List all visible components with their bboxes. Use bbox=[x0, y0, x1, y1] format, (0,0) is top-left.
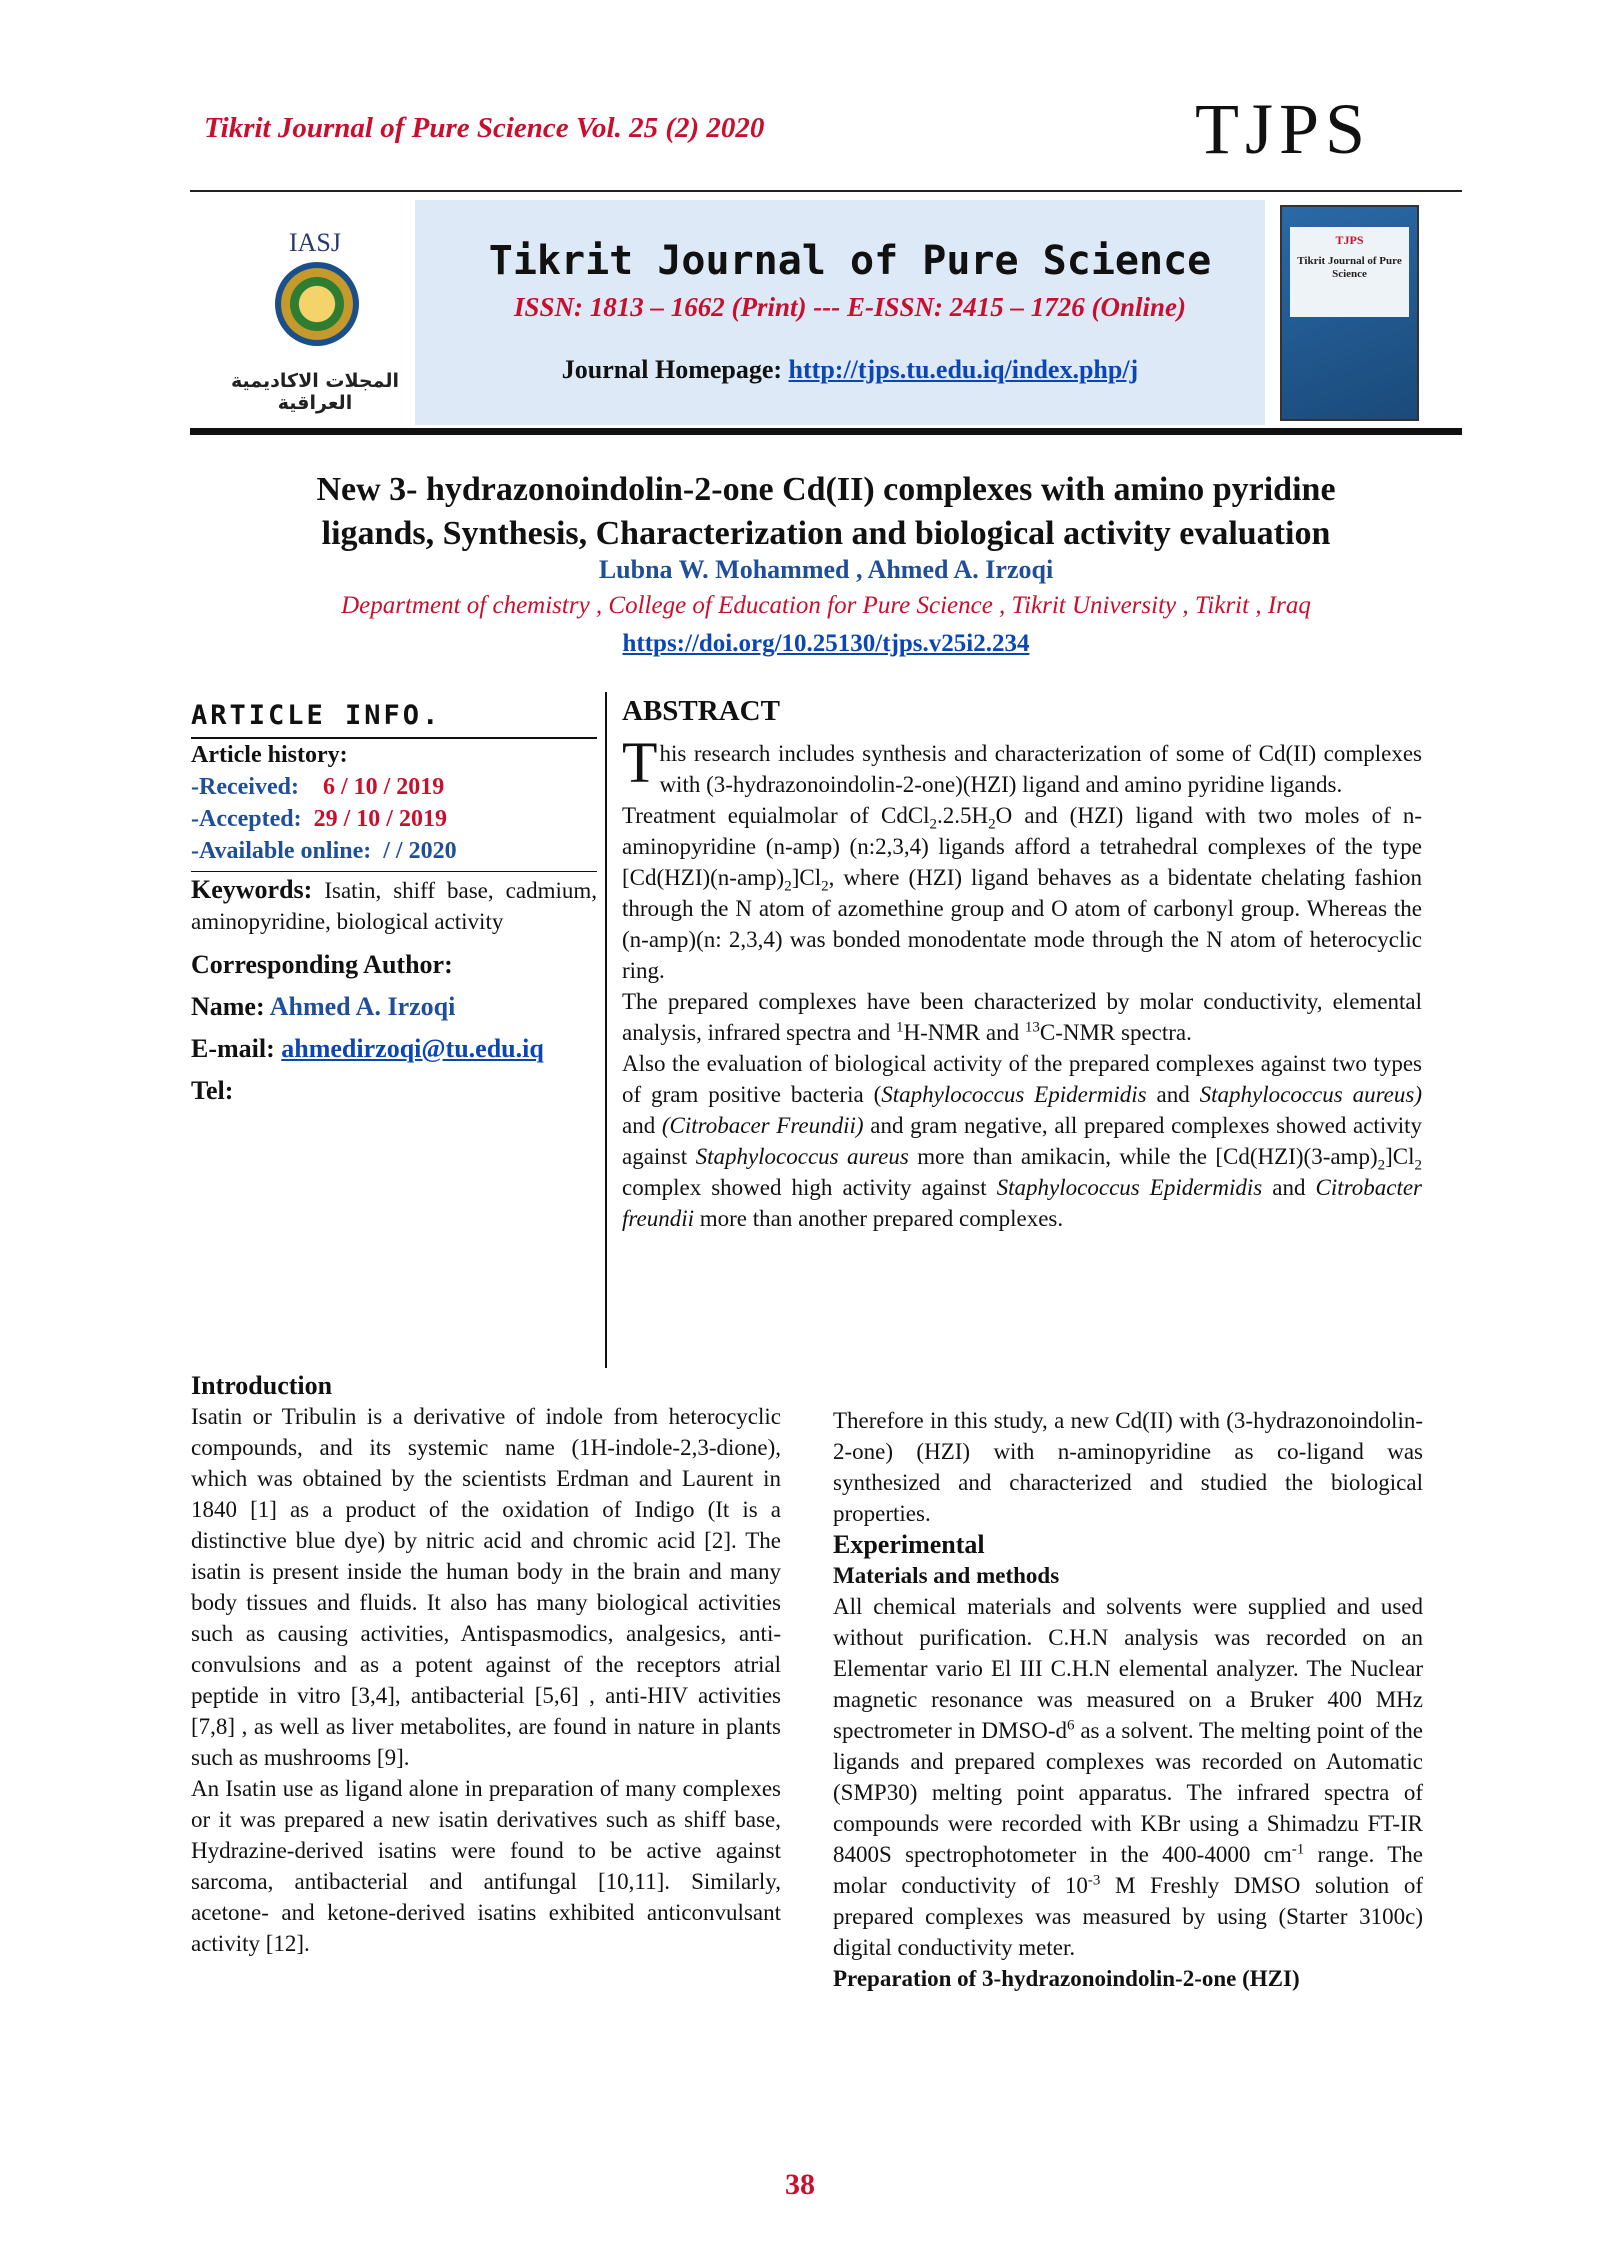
p4-text-c: and bbox=[1146, 1082, 1200, 1107]
article-info-panel bbox=[191, 700, 597, 1105]
abstract-p3 bbox=[622, 986, 1422, 1048]
p4-text-o: more than another prepared complexes. bbox=[693, 1206, 1064, 1231]
experimental-heading: Experimental bbox=[833, 1530, 985, 1559]
emblem-icon bbox=[275, 262, 359, 346]
available-value: / / 2020 bbox=[383, 838, 457, 864]
top-rule bbox=[190, 190, 1462, 192]
p4-italic-h: Staphylococcus aureus bbox=[695, 1144, 909, 1169]
p4-text-g: and gram negative, all prepared complexes showed activity against bbox=[622, 1113, 1422, 1169]
body-left-column bbox=[191, 1370, 781, 1959]
logo-arabic-text: المجلات الاكاديمية العراقية bbox=[231, 370, 399, 414]
p4-italic-n: Citrobacter freundii bbox=[622, 1175, 1422, 1231]
body-right-column bbox=[833, 1405, 1423, 1994]
materials-heading: Materials and methods bbox=[833, 1563, 1060, 1588]
p2-text-d: ]Cl bbox=[791, 865, 822, 890]
cover-title: Tikrit Journal of Pure Science bbox=[1297, 255, 1402, 280]
cover-panel bbox=[1290, 227, 1409, 317]
accepted-value: 29 / 10 / 2019 bbox=[313, 806, 447, 832]
abstract-heading: ABSTRACT bbox=[622, 695, 780, 727]
p4-text-k: complex showed high activity against bbox=[622, 1175, 997, 1200]
title-line-1: New 3- hydrazonoindolin-2-one Cd(II) complexes with amino pyridine bbox=[316, 471, 1336, 508]
keywords-label: Keywords: bbox=[191, 875, 313, 904]
p2-text-c: O and (HZI) ligand with two moles of n-aminopyridine (n-amp) (n:2,3,4) ligands afford a tetrahedral complexes of the type [Cd(HZI)(n-amp) bbox=[622, 803, 1422, 890]
p2-text-e: , where (HZI) ligand behaves as a bidentate chelating fashion through the N atom of azomethine group and O atom of carbonyl group. Whereas the (n-amp)(n: 2,3,4) was bonded monodentate mode through the N atom of heterocyclic ring. bbox=[622, 865, 1422, 983]
banner-bottom-rule bbox=[190, 428, 1462, 435]
homepage-link[interactable]: http://tjps.tu.edu.iq/index.php/j bbox=[788, 355, 1139, 384]
sub-2: 2 bbox=[1377, 1157, 1386, 1174]
iasj-logo bbox=[215, 220, 415, 414]
p4-italic-b: Staphylococcus Epidermidis bbox=[881, 1082, 1147, 1107]
sup-6: 6 bbox=[1066, 1717, 1075, 1734]
drop-cap: T bbox=[622, 730, 658, 795]
abstract-p2 bbox=[622, 800, 1422, 986]
homepage-label: Journal Homepage: bbox=[561, 355, 783, 384]
tel-row: Tel: bbox=[191, 1076, 234, 1105]
title-line-2: ligands, Synthesis, Characterization and biological activity evaluation bbox=[321, 515, 1331, 552]
sup-1: 1 bbox=[895, 1019, 904, 1036]
abstract-p4 bbox=[622, 1048, 1422, 1234]
cover-tjps: TJPS bbox=[1335, 233, 1364, 247]
article-info-heading: ARTICLE INFO. bbox=[191, 700, 442, 731]
mm-text-c: range. The molar conductivity of 10 bbox=[833, 1842, 1424, 1898]
p4-text-a: Also the evaluation of biological activity of the prepared complexes against two types of gram positive bacteria ( bbox=[622, 1051, 1422, 1107]
abstract-p1-text: his research includes synthesis and characterization of some of Cd(II) complexes with (3-hydrazonoindolin-2-one)(HZI) ligand and amino pyridine ligands. bbox=[659, 741, 1422, 797]
issn-line: ISSN: 1813 – 1662 (Print) --- E-ISSN: 2415 – 1726 (Online) bbox=[513, 292, 1187, 322]
affiliation: Department of chemistry , College of Education for Pure Science , Tikrit University , Tikrit , Iraq bbox=[341, 592, 1311, 619]
sub-2: 2 bbox=[784, 878, 792, 895]
journal-name: Tikrit Journal of Pure Science bbox=[488, 238, 1212, 284]
accepted-row bbox=[191, 803, 597, 835]
p4-italic-f: (Citrobacer Freundii) bbox=[661, 1113, 864, 1138]
email-label: E-mail: bbox=[191, 1034, 275, 1063]
abstract-body bbox=[622, 730, 1422, 1234]
paper-title bbox=[190, 468, 1462, 556]
corresponding-label: Corresponding Author: bbox=[191, 950, 453, 979]
authors: Lubna W. Mohammed , Ahmed A. Irzoqi bbox=[598, 555, 1054, 584]
p2-text-a: Treatment equialmolar of CdCl bbox=[622, 803, 930, 828]
sup-minus-1: -1 bbox=[1291, 1841, 1305, 1858]
abstract-section bbox=[622, 695, 1422, 1234]
abstract-p1 bbox=[622, 730, 1422, 800]
accepted-label: -Accepted: bbox=[191, 806, 302, 832]
logo-text: IASJ bbox=[288, 228, 341, 257]
received-label: -Received: bbox=[191, 774, 299, 800]
mm-text-a: All chemical materials and solvents were supplied and used without purification. C.H.N analysis was recorded on an Elementar vario El III C.H.N elemental analyzer. The Nuclear magnetic resonance was measured on a Bruker 400 MHz spectrometer in DMSO-d bbox=[833, 1594, 1423, 1743]
mm-text-d: M Freshly DMSO solution of prepared complexes was measured by using (Starter 3100c) digital conductivity meter. bbox=[833, 1873, 1423, 1960]
received-value: 6 / 10 / 2019 bbox=[322, 774, 445, 800]
column-divider bbox=[605, 692, 607, 1368]
p3-text-b: H-NMR and bbox=[903, 1020, 1025, 1045]
intro-paragraph-1: Isatin or Tribulin is a derivative of indole from heterocyclic compounds, and its systemic name (1H-indole-2,3-dione), which was obtained by the scientists Erdman and Laurent in 1840 [1] as a product of the oxidation of Indigo (It is a distinctive blue dye) by nitric acid and chromic acid [2]. The isatin is present inside the human body in the brain and many body tissues and fluids. It also has many biological activities such as causing activities, Antispasmodics, analgesics, anti-convulsions and as a potent against of the receptors atrial peptide in vitro [3,4], antibacterial [5,6] , anti-HIV activities [7,8] , as well as liver metabolites, are found in nature in plants such as mushrooms [9]. bbox=[191, 1404, 781, 1770]
p4-text-i: more than amikacin, while the [Cd(HZI)(3-amp) bbox=[908, 1144, 1378, 1169]
sub-2: 2 bbox=[821, 878, 829, 895]
p4-text-j: ]Cl bbox=[1385, 1144, 1415, 1169]
preparation-heading: Preparation of 3-hydrazonoindolin-2-one (HZI) bbox=[833, 1966, 1300, 1991]
materials-paragraph bbox=[833, 1591, 1423, 1963]
history-label: Article history: bbox=[191, 742, 348, 768]
doi bbox=[190, 630, 1462, 658]
name-value: Ahmed A. Irzoqi bbox=[269, 992, 456, 1021]
name-row bbox=[191, 993, 597, 1021]
homepage-line bbox=[450, 355, 1250, 385]
study-paragraph: Therefore in this study, a new Cd(II) with (3-hydrazonoindolin-2-one) (HZI) with n-aminopyridine as co-ligand was synthesized and characterized and studied the biological properties. bbox=[833, 1408, 1423, 1526]
sub-2: 2 bbox=[988, 816, 996, 833]
keywords bbox=[191, 874, 597, 937]
received-row bbox=[191, 771, 597, 803]
page-number: 38 bbox=[785, 2168, 815, 2201]
sub-2: 2 bbox=[929, 816, 938, 833]
p4-italic-l: Staphylococcus Epidermidis bbox=[996, 1175, 1263, 1200]
introduction-heading: Introduction bbox=[191, 1371, 333, 1400]
mm-text-b: as a solvent. The melting point of the ligands and prepared complexes was recorded on Automatic (SMP30) melting point apparatus. The infrared spectra of compounds were recorded with KBr using a Shimadzu FT-IR 8400S spectrophotometer in the 400-4000 cm bbox=[833, 1718, 1423, 1867]
journal-cover-thumbnail bbox=[1280, 205, 1419, 421]
running-title: Tikrit Journal of Pure Science Vol. 25 (2) 2020 bbox=[204, 112, 765, 144]
journal-mark: TJPS bbox=[1195, 89, 1372, 169]
sup-minus-3: -3 bbox=[1087, 1872, 1101, 1889]
sup-13: 13 bbox=[1024, 1019, 1040, 1036]
email-link[interactable]: ahmedirzoqi@tu.edu.iq bbox=[281, 1034, 544, 1063]
keywords-text: Isatin, shiff base, cadmium, aminopyridine, biological activity bbox=[191, 878, 597, 934]
p4-text-e: and bbox=[622, 1113, 662, 1138]
doi-link[interactable]: https://doi.org/10.25130/tjps.v25i2.234 bbox=[622, 630, 1030, 657]
p2-text-b: .2.5H bbox=[937, 803, 989, 828]
name-label: Name: bbox=[191, 992, 265, 1021]
available-row bbox=[191, 835, 597, 867]
p4-text-m: and bbox=[1262, 1175, 1316, 1200]
p4-italic-d: Staphylococcus aureus) bbox=[1199, 1082, 1422, 1107]
p3-text-a: The prepared complexes have been characterized by molar conductivity, elemental analysis, infrared spectra and bbox=[622, 989, 1422, 1045]
sub-2: 2 bbox=[1414, 1157, 1422, 1174]
email-row bbox=[191, 1035, 597, 1063]
available-label: -Available online: bbox=[191, 838, 372, 864]
journal-banner bbox=[190, 200, 1462, 425]
keywords-rule bbox=[191, 871, 597, 872]
intro-paragraph-2: An Isatin use as ligand alone in preparation of many complexes or it was prepared a new isatin derivatives such as shiff base, Hydrazine-derived isatins were found to be active against sarcoma, antibacterial and antifungal [10,11]. Similarly, acetone- and ketone-derived isatins exhibited anticonvulsant activity [12]. bbox=[191, 1776, 781, 1956]
p3-text-c: C-NMR spectra. bbox=[1039, 1020, 1192, 1045]
